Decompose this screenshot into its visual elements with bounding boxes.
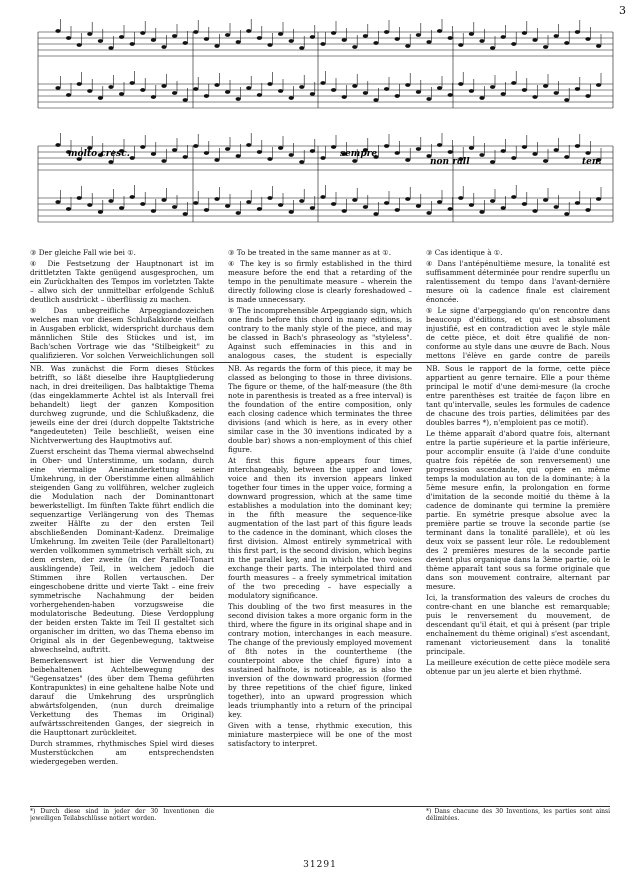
- note-head: [310, 206, 315, 210]
- note-head: [426, 40, 431, 44]
- footnote-de-5: ⑤ Das unbegreifliche Arpeggiandozeichen welches man vor diesem Schlußakkorde vielfach in Ausgaben erblickt, widerspricht durchaus dem männlichen Stile des Stückes und ist, im Bach'schen Vortrage wie das "Stilbeigkeit" zu qualifizieren. Vor solchen Verweichlichungen soll: [30, 306, 214, 360]
- note-head: [564, 155, 569, 159]
- note-head: [363, 34, 368, 38]
- note-head: [183, 41, 188, 45]
- music-score: [28, 14, 618, 244]
- note-head: [479, 39, 484, 43]
- note-head: [289, 96, 294, 100]
- note-head: [108, 160, 113, 164]
- note-head: [193, 201, 198, 205]
- note-head: [140, 145, 145, 149]
- footnote-divider: [30, 806, 610, 807]
- note-head: [77, 82, 82, 86]
- note-head: [278, 146, 283, 150]
- note-head: [119, 206, 124, 210]
- analysis-de-p2: Zuerst erscheint das Thema viermal abwechselnd in Ober- und Unterstimme, um sodann, durch eine viermalige Aneinanderkettung seiner Umkehrung, in der Oberstimme einen allmählich steigenden Gang zu vollführen, welcher zugleich die Modulation nach der Dominanttonart bewerkstelligt. Im fünften Takte führt endlich die sequenzartige Verlängerung von des Themas zweiter Hälfte zu der den ersten Teil abschließenden Dominant-Kadenz. Dreimalige Umkehrung. Im zweiten Teile (der Paralleltonart) werden vollkommen symmetrisch verhält sich, zu dem ersten, der zweite (in der Parallel-Tonart ausklingende) Teil, in welchem jedoch die Stimmen ihre Rollen vertauschen. Der eingeschobene dritte und vierte Takt – eine freiv symmetrische Nachahmung der beiden vorhergehenden-haben vorzugsweise die modulatorische Bedeutung. Diese Verdopplung der beiden ersten Takte im Teil II gestaltet sich organischer im dritten, wo das Thema ebenso im Original als in der Gegenbewegung, taktweise abwechselnd, auftritt.: [30, 447, 214, 654]
- note-head: [257, 207, 262, 211]
- note-head: [342, 209, 347, 213]
- page-number: 3: [619, 4, 626, 17]
- note-head: [140, 31, 145, 35]
- note-head: [172, 34, 177, 38]
- bottom-footnote-english: [228, 808, 412, 822]
- note-head: [161, 84, 166, 88]
- note-head: [585, 151, 590, 155]
- mark-ten: ten.: [582, 157, 602, 167]
- note-head: [267, 196, 272, 200]
- note-head: [405, 44, 410, 48]
- note-head: [225, 147, 230, 151]
- performance-footnotes: [30, 248, 610, 360]
- footnotes-german: [30, 248, 214, 360]
- note-head: [416, 204, 421, 208]
- note-head: [395, 37, 400, 41]
- note-head: [575, 87, 580, 91]
- footnotes-french: [426, 248, 610, 360]
- analysis-en-p1: NB. As regards the form of this piece, it may be classed as belonging to those in three divisions. The figure or theme, of the half-measure (the 8th note in parenthesis is treated as a free interval) is the foundation of the entire composition, only each closing cadence which terminates the three divisions (and which is here, as in every other similar case in the 30 inventions indicated by a double bar) shows a non-employment of this chief figure.: [228, 364, 412, 454]
- note-head: [511, 195, 516, 199]
- note-head: [448, 150, 453, 154]
- note-head: [363, 91, 368, 95]
- note-head: [193, 144, 198, 148]
- note-head: [214, 44, 219, 48]
- note-head: [543, 45, 548, 49]
- note-head: [55, 86, 60, 90]
- note-head: [395, 151, 400, 155]
- note-head: [299, 46, 304, 50]
- note-head: [108, 199, 113, 203]
- note-head: [98, 210, 103, 214]
- note-head: [479, 153, 484, 157]
- note-head: [352, 198, 357, 202]
- note-head: [140, 202, 145, 206]
- note-head: [363, 205, 368, 209]
- note-head: [172, 205, 177, 209]
- note-head: [246, 200, 251, 204]
- note-head: [564, 98, 569, 102]
- note-head: [130, 156, 135, 160]
- note-head: [119, 35, 124, 39]
- note-head: [342, 95, 347, 99]
- note-head: [214, 197, 219, 201]
- note-head: [151, 152, 156, 156]
- note-head: [437, 200, 442, 204]
- analysis-fr-p3: Ici, la transformation des valeurs de croches du contre-chant en une blanche est remarquable; puis le renversement du mouvement, de descendant qu'il était, et qui à présent (par triple enchaînement du thème original) s'est ascendant, ramenant victorieusement dans la tonalité principale.: [426, 593, 610, 656]
- note-head: [575, 144, 580, 148]
- note-head: [225, 204, 230, 208]
- note-head: [87, 32, 92, 36]
- note-head: [437, 143, 442, 147]
- note-head: [532, 38, 537, 42]
- plate-number: 31291: [303, 860, 337, 870]
- mark-molto-cresc: molto cresc.: [68, 149, 130, 159]
- note-head: [522, 88, 527, 92]
- note-head: [458, 82, 463, 86]
- note-head: [236, 211, 241, 215]
- analysis-fr-p4: La meilleure exécution de cette pièce modèle sera obtenue par un jeu alerte et bien rhythmé.: [426, 658, 610, 676]
- note-head: [119, 92, 124, 96]
- note-head: [490, 46, 495, 50]
- footnote-fr-4: ④ Dans l'antépénultième mesure, la tonalité est suffisamment déterminée pour rendre superflu un ralentissement du tempo dans l'avant-dernière mesure où la cadence finale est clairement énoncée.: [426, 259, 610, 304]
- analysis-german: [30, 364, 214, 804]
- note-head: [66, 207, 71, 211]
- note-head: [183, 98, 188, 102]
- divider: [30, 362, 610, 363]
- note-head: [98, 96, 103, 100]
- note-head: [204, 94, 209, 98]
- mark-non-rall: non rall: [430, 157, 470, 167]
- note-head: [395, 94, 400, 98]
- analysis-french: [426, 364, 610, 804]
- note-head: [490, 85, 495, 89]
- note-head: [373, 212, 378, 216]
- note-head: [596, 197, 601, 201]
- note-head: [384, 144, 389, 148]
- note-head: [257, 36, 262, 40]
- note-head: [246, 29, 251, 33]
- note-head: [55, 29, 60, 33]
- note-head: [448, 93, 453, 97]
- note-head: [278, 89, 283, 93]
- note-head: [479, 96, 484, 100]
- bottom-footnote-french: *) Dans chacune des 30 Inventions, les parties sont ainsi délimitées.: [426, 808, 610, 822]
- note-head: [140, 88, 145, 92]
- note-head: [161, 198, 166, 202]
- note-head: [437, 86, 442, 90]
- note-head: [501, 92, 506, 96]
- note-head: [479, 210, 484, 214]
- note-head: [130, 42, 135, 46]
- note-head: [151, 38, 156, 42]
- footnote-de-4: ④ Die Festsetzung der Hauptnonart ist im drittletzten Takte genügend ausgesprochen, um ein Zurückhalten des Tempos im vorletzten Takte – allwo sich der unmittelbar erfolgende Schluß deutlich ausdrückt – überflüssig zu machen.: [30, 259, 214, 304]
- analysis-de-p4: Durch strammes, rhythmisches Spiel wird dieses Musterstückchen am entsprechendsten wiedergegeben werden.: [30, 739, 214, 766]
- note-head: [257, 150, 262, 154]
- bottom-footnotes: [30, 808, 610, 822]
- note-head: [554, 91, 559, 95]
- note-head: [490, 199, 495, 203]
- bottom-footnote-german: *) Durch diese sind in jeder der 30 Inventionen die jeweiligen Teilabschlüsse notiert worden.: [30, 808, 214, 822]
- note-head: [596, 83, 601, 87]
- note-head: [426, 97, 431, 101]
- note-head: [257, 93, 262, 97]
- analysis-de-p1: NB. Was zunächst die Form dieses Stückes betrifft, so läßt dieselbe ihre Hauptgliederung nach, in drei dreiteiligen. Das halbtaktige Thema (das eingeklammerte Achtel ist als Intervall frei behandelt) liegt der ganzen Komposition durchweg zugrunde, und die Schlußkadenz, die jeweils eine der drei (durch doppelte Taktstriche *angedeuteten) Teile beschließt, weisen eine Nichtverwertung des Hauptmotivs auf.: [30, 364, 214, 445]
- note-head: [416, 147, 421, 151]
- note-head: [289, 39, 294, 43]
- footnote-en-3: ③ To be treated in the same manner as at ①.: [228, 248, 391, 257]
- note-head: [289, 210, 294, 214]
- note-head: [193, 87, 198, 91]
- note-head: [458, 196, 463, 200]
- note-head: [331, 145, 336, 149]
- note-head: [575, 201, 580, 205]
- note-head: [204, 151, 209, 155]
- note-head: [469, 89, 474, 93]
- note-head: [352, 84, 357, 88]
- note-head: [278, 32, 283, 36]
- footnote-fr-3: ③ Cas identique à ①.: [426, 248, 503, 257]
- note-head: [426, 211, 431, 215]
- note-head: [373, 41, 378, 45]
- note-head: [331, 88, 336, 92]
- note-head: [405, 197, 410, 201]
- footnote-en-4: ④ The key is so firmly established in the third measure before the end that a retarding of the tempo in the penultimate measure – wherein the directly following close is clearly foreshadowed – is made unnecessary.: [228, 259, 412, 304]
- note-head: [511, 156, 516, 160]
- note-head: [585, 37, 590, 41]
- analysis-en-p3: This doubling of the two first measures in the second division takes a more organic form in the third, where the figure in its original shape and in contrary motion, interchanges in each measure. The change of the previously employed movement of 8th notes in the countertheme (the counterpoint above the chief figure) into a sustained halfnote, is noticeable, as is also the inversion of the downward progression (formed by three repetitions of the chief figure, linked together), into an upward progression which leads triumphantly into a return of the principal key.: [228, 602, 412, 719]
- note-head: [204, 208, 209, 212]
- note-head: [501, 206, 506, 210]
- note-head: [87, 203, 92, 207]
- note-head: [532, 95, 537, 99]
- mark-sempre: sempre: [340, 149, 378, 159]
- note-head: [554, 205, 559, 209]
- note-head: [564, 212, 569, 216]
- note-head: [448, 36, 453, 40]
- note-head: [575, 30, 580, 34]
- note-head: [193, 30, 198, 34]
- note-head: [299, 85, 304, 89]
- note-head: [405, 158, 410, 162]
- note-head: [469, 146, 474, 150]
- note-head: [543, 84, 548, 88]
- note-head: [458, 43, 463, 47]
- note-head: [267, 82, 272, 86]
- note-head: [342, 38, 347, 42]
- note-head: [246, 86, 251, 90]
- note-head: [66, 93, 71, 97]
- note-head: [532, 152, 537, 156]
- note-head: [299, 199, 304, 203]
- note-head: [320, 42, 325, 46]
- note-head: [214, 158, 219, 162]
- analysis-en-p4: Given with a tense, rhythmic execution, this miniature masterpiece will be one of the most satisfactory to interpret.: [228, 721, 412, 748]
- note-head: [87, 89, 92, 93]
- note-head: [448, 207, 453, 211]
- note-head: [352, 45, 357, 49]
- note-head: [384, 201, 389, 205]
- note-head: [522, 145, 527, 149]
- note-head: [352, 159, 357, 163]
- note-head: [77, 196, 82, 200]
- note-head: [310, 92, 315, 96]
- note-head: [564, 41, 569, 45]
- note-head: [320, 156, 325, 160]
- note-head: [501, 35, 506, 39]
- note-head: [310, 149, 315, 153]
- footnotes-english: [228, 248, 412, 360]
- note-head: [236, 97, 241, 101]
- note-head: [161, 45, 166, 49]
- note-head: [373, 98, 378, 102]
- note-head: [511, 42, 516, 46]
- footnote-en-5: ⑤ The incomprehensible Arpeggiando sign, which one finds before this chord in many editions, is contrary to the manly style of the piece, and may be classed in Bach's phraseology as "styleless". Against such effeminacies in this and in analogous cases, the student is especially: [228, 306, 412, 360]
- note-head: [267, 157, 272, 161]
- analysis-english: [228, 364, 412, 804]
- note-head: [172, 148, 177, 152]
- note-head: [66, 36, 71, 40]
- note-head: [416, 90, 421, 94]
- footnote-de-3: ③ Der gleiche Fall wie bei ①.: [30, 248, 136, 257]
- analysis-fr-p2: Le thème apparaît d'abord quatre fois, alternant entre la partie supérieure et la partie inférieure, pour accomplir ensuite (à l'aide d'une conduite quatre fois répétée de son renversement) une progression ascendante, qui opère en même temps la modulation au ton de la dominante; à la 5ème mesure enfin, la prolongation en forme d'imitation de la seconde moitié du thème à la cadence de dominante qui termine la première partie. En symétrie presque absolue avec la première partie se trouve la seconde partie (se terminant dans la tonalité parallèle), et où les deux voix se passent leur rôle. Le redoublement des 2 premières mesures de la seconde partie devient plus organique dans la 3ème partie, où le thème apparaît tant sous sa forme originale que dans son mouvement contraire, alternant par mesure.: [426, 429, 610, 591]
- note-head: [98, 39, 103, 43]
- note-head: [522, 202, 527, 206]
- note-head: [437, 29, 442, 33]
- note-head: [130, 195, 135, 199]
- note-head: [501, 149, 506, 153]
- note-head: [172, 91, 177, 95]
- note-head: [331, 31, 336, 35]
- note-head: [331, 202, 336, 206]
- note-head: [596, 44, 601, 48]
- note-head: [320, 81, 325, 85]
- note-head: [554, 148, 559, 152]
- note-head: [543, 159, 548, 163]
- note-head: [151, 209, 156, 213]
- note-head: [585, 94, 590, 98]
- note-head: [55, 143, 60, 147]
- note-head: [130, 81, 135, 85]
- note-head: [108, 46, 113, 50]
- note-head: [299, 160, 304, 164]
- note-head: [320, 195, 325, 199]
- note-head: [183, 212, 188, 216]
- note-head: [384, 87, 389, 91]
- form-analysis: [30, 364, 610, 804]
- note-head: [183, 155, 188, 159]
- note-head: [490, 160, 495, 164]
- note-head: [416, 33, 421, 37]
- note-head: [214, 83, 219, 87]
- note-head: [532, 209, 537, 213]
- note-head: [278, 203, 283, 207]
- note-head: [225, 90, 230, 94]
- note-head: [246, 143, 251, 147]
- note-head: [108, 85, 113, 89]
- note-head: [289, 153, 294, 157]
- note-head: [384, 30, 389, 34]
- note-head: [469, 203, 474, 207]
- note-head: [522, 31, 527, 35]
- analysis-en-p2: At first this figure appears four times, interchangeably, between the upper and lower voice and then its inversion appears linked together four times in the upper voice, forming a downward progression, which at the same time establishes a modulation into the dominant key; in the fifth measure the sequence-like augmentation of the last part of this figure leads to the cadence in the dominant, which closes the first division. Almost entirely symmetrical with this first part, is the second division, which begins in the parallel key, and in which the two voices exchange their parts. The interpolated third and fourth measures – a freely symmetrical imitation of the two preceding – have especially a modulatory significance.: [228, 456, 412, 600]
- note-head: [225, 33, 230, 37]
- note-head: [469, 32, 474, 36]
- note-head: [310, 35, 315, 39]
- footnote-fr-5: ⑤ Le signe d'arpeggiando qu'on rencontre dans beaucoup d'éditions, et qui est absolument injustifié, est en contradiction avec le style mâle de cette pièce, et doit être qualifié de non-conforme au style dans une œuvre de Bach. Nous mettons l'élève en garde contre de pareils: [426, 306, 610, 360]
- note-head: [151, 95, 156, 99]
- note-head: [236, 154, 241, 158]
- analysis-fr-p1: NB. Sous le rapport de la forme, cette pièce appartient au genre ternaire. Elle a pour thème principal le motif d'une demi-mesure (la croche entre parenthèses est traitée de façon libre en tant qu'intervalle, seules les formules de cadence de chacune des trois parties, délimitées par des doubles barres *), n'emploient pas ce motif).: [426, 364, 610, 427]
- note-head: [405, 83, 410, 87]
- note-head: [585, 208, 590, 212]
- note-head: [55, 200, 60, 204]
- note-head: [161, 159, 166, 163]
- note-head: [204, 37, 209, 41]
- note-head: [554, 34, 559, 38]
- note-head: [395, 208, 400, 212]
- note-head: [267, 43, 272, 47]
- note-head: [511, 81, 516, 85]
- note-head: [543, 198, 548, 202]
- note-head: [236, 40, 241, 44]
- analysis-de-p3: Bemerkenswert ist hier die Verwendung der beibehaltenen Achtelbewegung des "Gegensatzes" (des über dem Thema geführten Kontrapunktes) in eine gehaltene halbe Note und darauf die Umkehrung des ursprünglich abwärtsfolgenden, (nun durch dreimalige Verkettung des Themas im Original) aufwärtsschreitenden Ganges, der siegreich in die Haupttonart zurückleitet.: [30, 656, 214, 737]
- note-head: [77, 43, 82, 47]
